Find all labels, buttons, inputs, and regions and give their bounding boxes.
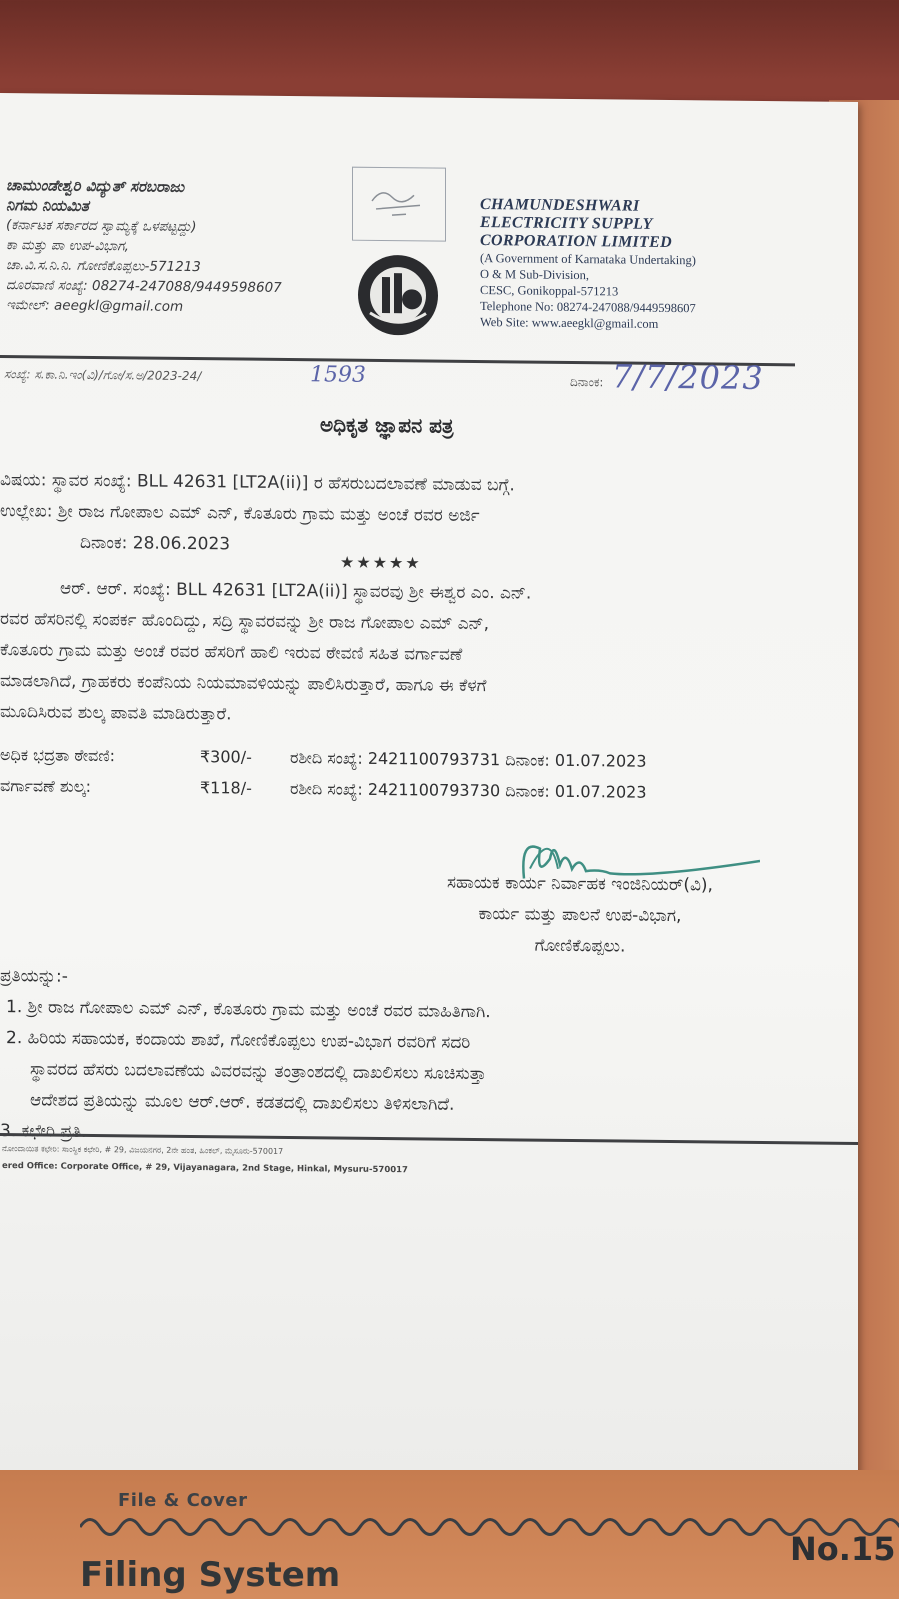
copy-item: 2. ಹಿರಿಯ ಸಹಾಯಕ, ಕಂದಾಯ ಶಾಖೆ, ಗೋಣಿಕೊಪ್ಪಲು ಉಪ-ವಿಭಾಗ ರವರಿಗೆ ಸದರಿ: [6, 1028, 471, 1053]
signatory-title: ಸಹಾಯಕ ಕಾರ್ಯ ನಿರ್ವಾಹಕ ಇಂಜಿನಿಯರ್(ವಿ),: [447, 872, 713, 896]
kn-govt-note: (ಕರ್ನಾಟಕ ಸರ್ಕಾರದ ಸ್ವಾಮ್ಯಕ್ಕೆ ಒಳಪಟ್ಟದ್ದು): [6, 217, 197, 236]
fees-list: [0, 745, 840, 816]
fee-amount: ₹300/-: [200, 747, 252, 767]
para-line: ಮಾಡಲಾಗಿದೆ, ಗ್ರಾಹಕರು ಕಂಪೆನಿಯ ನಿಯಮಾವಳಿಯನ್ನು ಪಾಲಿಸಿರುತ್ತಾರೆ, ಹಾಗೂ ಈ ಕೆಳಗೆ: [0, 671, 487, 697]
fee-receipt: ರಶೀದಿ ಸಂಖ್ಯೆ: 2421100793731 ದಿನಾಂಕ: 01.07.2023: [290, 748, 647, 771]
signatory-place: ಗೋಣಿಕೊಪ್ಪಲು.: [534, 935, 626, 957]
decorative-border-icon: [80, 1512, 899, 1542]
copy-item-cont: ಆದೇಶದ ಪ್ರತಿಯನ್ನು ಮೂಲ ಆರ್.ಆರ್. ಕಡತದಲ್ಲಿ ದಾಖಲಿಸಲು ತಿಳಿಸಲಾಗಿದೆ.: [30, 1090, 455, 1115]
subject-block: [0, 465, 840, 567]
en-address: CESC, Gonikoppal-571213: [480, 283, 619, 299]
reference-label: ಸಂಖ್ಯೆ: ಸ.ಕಾ.ನಿ.ಇಂ(ವಿ)/ಗೋ/ಸ.ಅ/2023-24/: [4, 367, 202, 384]
kn-company-name-2: ನಿಗಮ ನಿಯಮಿತ: [6, 196, 89, 215]
reference-date: ದಿನಾಂಕ: 28.06.2023: [80, 532, 231, 555]
cesc-logo-icon: [356, 253, 440, 338]
stamp-scribble: [362, 181, 432, 230]
fee-amount: ₹118/-: [200, 778, 252, 798]
file-cover-label: File & Cover: [118, 1490, 248, 1511]
en-subdivision: O & M Sub-Division,: [480, 267, 590, 283]
para-line: ಆರ್. ಆರ್. ಸಂಖ್ಯೆ: BLL 42631 [LT2A(ii)] ಸ್ಥಾವರವು ಶ್ರೀ ಈಶ್ವರ ಎಂ. ಎನ್.: [60, 578, 532, 604]
kn-subdivision: ಕಾ ಮತ್ತು ಪಾ ಉಪ-ವಿಭಾಗ,: [6, 237, 129, 255]
stars-separator: ★★★★★: [340, 552, 422, 573]
file-cover-brand: Filing System: [80, 1555, 341, 1595]
en-company-name: CHAMUNDESHWARI: [480, 196, 640, 215]
official-memo-page: [0, 93, 858, 1494]
subject-line: ವಿಷಯ: ಸ್ಥಾವರ ಸಂಖ್ಯೆ: BLL 42631 [LT2A(ii)] ರ ಹೆಸರುಬದಲಾವಣೆ ಮಾಡುವ ಬಗ್ಗೆ.: [0, 470, 515, 496]
para-line: ಮೂದಿಸಿರುವ ಶುಲ್ಕ ಪಾವತಿ ಮಾಡಿರುತ್ತಾರೆ.: [0, 702, 232, 725]
kn-email: ಇಮೇಲ್: aeegkl@gmail.com: [6, 297, 184, 315]
signatory-block: [360, 867, 800, 965]
reference-number: 1593: [310, 362, 366, 388]
copy-item: 1. ಶ್ರೀ ರಾಜ ಗೋಪಾಲ ಎಮ್ ಎನ್, ಕೊತೂರು ಗ್ರಾಮ ಮತ್ತು ಅಂಚೆ ರವರ ಮಾಹಿತಿಗಾಗಿ.: [6, 997, 491, 1023]
copy-to-heading: ಪ್ರತಿಯನ್ನು:-: [0, 966, 68, 987]
english-letterhead: [480, 196, 800, 333]
kannada-letterhead: [6, 175, 346, 319]
memo-title: ಅಧಿಕೃತ ಜ್ಞಾಪನ ಪತ್ರ: [320, 412, 454, 438]
para-line: ರವರ ಹೆಸರಿನಲ್ಲಿ ಸಂಪರ್ಕ ಹೊಂದಿದ್ದು, ಸದ್ರಿ ಸ್ಥಾವರವನ್ನು ಶ್ರೀ ರಾಜ ಗೋಪಾಲ ಎಮ್ ಎನ್,: [0, 609, 490, 635]
footer-kannada: ನೋಂದಾಯಿತ ಕಛೇರಿ: ಸಾಂಸ್ಥಿಕ ಕಛೇರಿ, # 29, ವಿಜಯನಗರ, 2ನೇ ಹಂತ, ಹಿಂಕಲ್, ಮೈಸೂರು-570017: [2, 1144, 284, 1156]
kn-phone: ದೂರವಾಣಿ ಸಂಖ್ಯೆ: 08274-247088/9449598607: [6, 277, 282, 296]
en-company-name-3: CORPORATION LIMITED: [480, 232, 672, 252]
kn-company-name: ಚಾಮುಂಡೇಶ್ವರಿ ವಿದ್ಯುತ್ ಸರಬರಾಜು: [6, 176, 185, 196]
kn-address: ಚಾ.ವಿ.ಸ.ನಿ.ನಿ. ಗೋಣಿಕೊಪ್ಪಲು-571213: [6, 257, 201, 276]
date-value: 7/7/2023: [612, 357, 764, 397]
copy-item: 3. ಕಛೇರಿ ಪ್ರತಿ.: [0, 1121, 87, 1142]
date-label: ದಿನಾಂಕ:: [570, 374, 604, 390]
en-phone: Telephone No: 08274-247088/9449598607: [480, 299, 696, 316]
para-line: ಕೊತೂರು ಗ್ರಾಮ ಮತ್ತು ಅಂಚೆ ರವರ ಹೆಸರಿಗೆ ಹಾಲಿ ಇರುವ ಠೇವಣಿ ಸಹಿತ ವರ್ಗಾವಣೆ: [0, 640, 463, 665]
copy-to-list: [0, 961, 840, 1156]
fee-label: ಅಧಿಕ ಭದ್ರತಾ ಠೇವಣಿ:: [0, 745, 116, 766]
fee-label: ವರ್ಗಾವಣೆ ಶುಲ್ಕ:: [0, 776, 92, 796]
scribble-icon: [362, 181, 432, 226]
footer-english: ered Office: Corporate Office, # 29, Vijayanagara, 2nd Stage, Hinkal, Mysuru-570017: [2, 1161, 408, 1176]
fee-receipt: ರಶೀದಿ ಸಂಖ್ಯೆ: 2421100793730 ದಿನಾಂಕ: 01.07.2023: [290, 779, 647, 802]
copy-item-cont: ಸ್ಥಾವರದ ಹೆಸರು ಬದಲಾವಣೆಯ ವಿವರವನ್ನು ತಂತ್ರಾಂಶದಲ್ಲಿ ದಾಖಲಿಸಲು ಸೂಚಿಸುತ್ತಾ: [30, 1059, 487, 1085]
file-cover-number: No.15: [790, 1530, 896, 1568]
signatory-dept: ಕಾರ್ಯ ಮತ್ತು ಪಾಲನೆ ಉಪ-ವಿಭಾಗ,: [478, 904, 682, 927]
en-company-name-2: ELECTRICITY SUPPLY: [480, 214, 653, 233]
reference-line: ಉಲ್ಲೇಖ: ಶ್ರೀ ರಾಜ ಗೋಪಾಲ ಎಮ್ ಎನ್, ಕೊತೂರು ಗ್ರಾಮ ಮತ್ತು ಅಂಚೆ ರವರ ಅರ್ಜಿ: [0, 501, 480, 527]
en-govt-note: (A Government of Karnataka Undertaking): [480, 251, 696, 268]
body-paragraph: [0, 573, 820, 737]
en-website: Web Site: www.aeegkl@gmail.com: [480, 315, 659, 331]
